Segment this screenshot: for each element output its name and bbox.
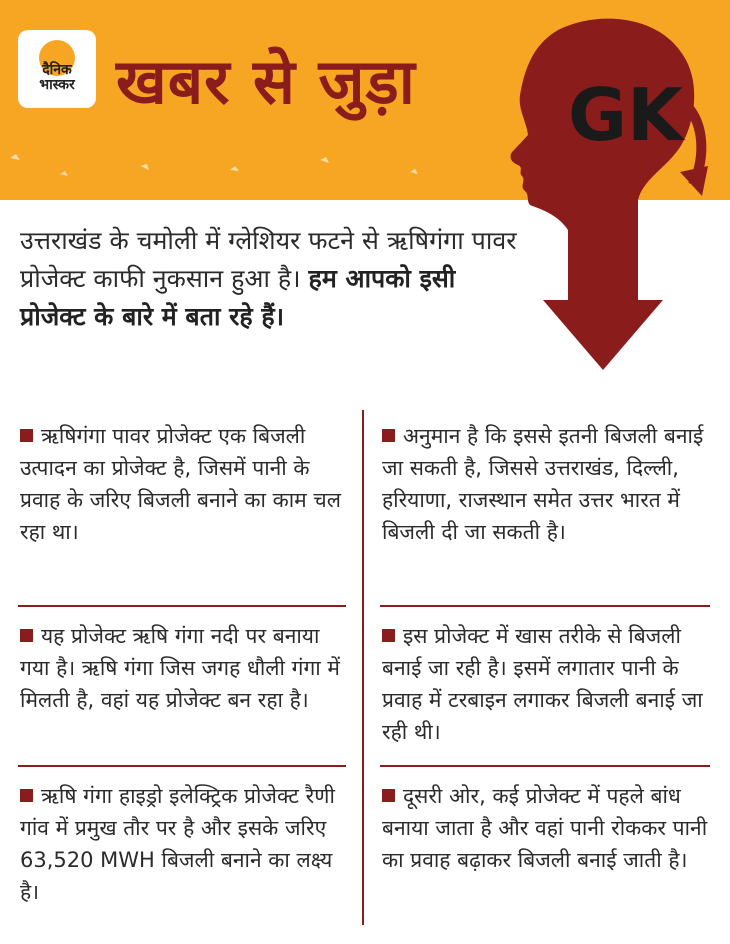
square-bullet-icon: [382, 789, 395, 802]
logo-text-line1: दैनिक: [42, 62, 72, 78]
left-divider-1: [18, 605, 346, 607]
left-fact-2-text: यह प्रोजेक्ट ऋषि गंगा नदी पर बनाया गया है। ऋषि गंगा जिस जगह धौली गंगा में मिलती है, वहां यह प्रोजेक्ट बन रहा है।: [20, 624, 340, 712]
dainik-bhaskar-logo: [18, 30, 96, 108]
right-fact-1-text: अनुमान है कि इससे इतनी बिजली बनाई जा सकती है, जिससे उत्तराखंड, दिल्ली, हरियाणा, राजस्थान समेत उत्तर भारत में बिजली दी जा सकती है।: [382, 424, 704, 544]
left-fact-3-text: ऋषि गंगा हाइड्रो इलेक्ट्रिक प्रोजेक्ट रैणी गांव में प्रमुख तौर पर है और इसके जरिए 63,520 MWH बिजली बनाने का लक्ष्य है।: [20, 784, 335, 904]
logo-text-line2: भास्कर: [39, 77, 75, 93]
column-divider: [362, 410, 364, 925]
right-divider-1: [380, 605, 710, 607]
right-divider-2: [380, 765, 710, 767]
right-fact-3-text: दूसरी ओर, कई प्रोजेक्ट में पहले बांध बनाया जाता है और वहां पानी रोककर पानी का प्रवाह बढ़ाकर बिजली बनाई जाती है।: [382, 784, 708, 872]
head-silhouette-icon: [511, 19, 695, 370]
square-bullet-icon: [20, 429, 33, 442]
head-arrow-gk-graphic: [488, 0, 730, 380]
square-bullet-icon: [20, 629, 33, 642]
right-fact-2: [382, 620, 712, 748]
left-fact-3: [20, 780, 350, 908]
left-fact-2: [20, 620, 350, 716]
left-fact-1: [20, 420, 350, 548]
left-divider-2: [18, 765, 346, 767]
intro-paragraph: [20, 222, 520, 336]
right-fact-3: [382, 780, 712, 876]
square-bullet-icon: [382, 629, 395, 642]
square-bullet-icon: [382, 429, 395, 442]
right-fact-2-text: इस प्रोजेक्ट में खास तरीके से बिजली बनाई जा रही है। इसमें लगातार पानी के प्रवाह में टरबाइन लगाकर बिजली बनाई जा रही थी।: [382, 624, 703, 744]
page-title: खबर से जुड़ा: [116, 45, 416, 118]
intro-normal-text: उत्तराखंड के चमोली में ग्लेशियर फटने से ऋषिगंगा पावर प्रोजेक्ट काफी नुकसान हुआ है।: [20, 226, 517, 293]
square-bullet-icon: [20, 789, 33, 802]
logo-text: [39, 63, 74, 93]
intro-bold-text: हम आपको इसी प्रोजेक्ट के बारे में बता रहे हैं।: [20, 264, 456, 331]
right-fact-1: [382, 420, 712, 548]
left-fact-1-text: ऋषिगंगा पावर प्रोजेक्ट एक बिजली उत्पादन का प्रोजेक्ट है, जिसमें पानी के प्रवाह के जरिए बिजली बनाने का काम चल रहा था।: [20, 424, 341, 544]
gk-badge-text: GK: [568, 73, 683, 157]
